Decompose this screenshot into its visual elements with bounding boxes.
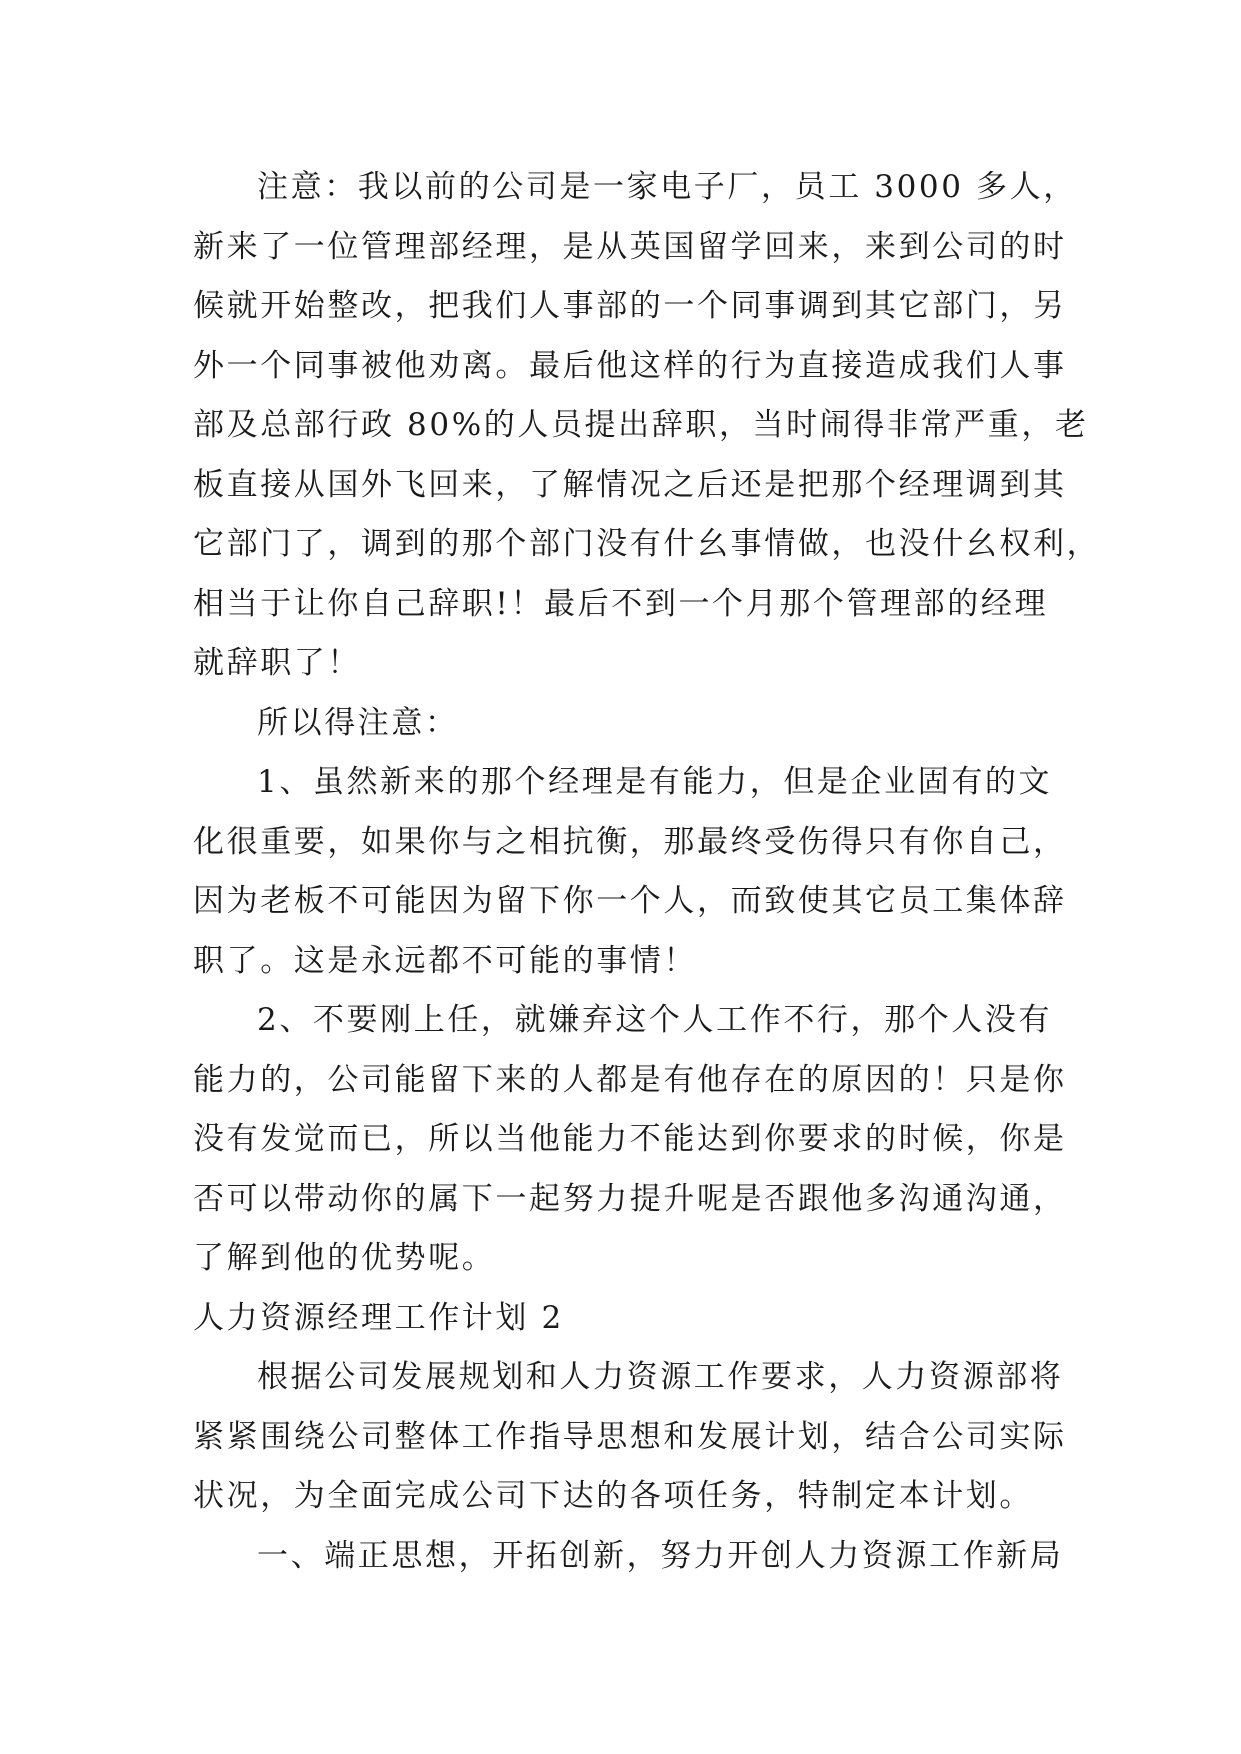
paragraph-line: 根据公司发展规划和人力资源工作要求，人力资源部将 bbox=[257, 1359, 1064, 1395]
document-body bbox=[193, 158, 1101, 1586]
paragraph-line: 它部门了，调到的那个部门没有什幺事情做，也没什幺权利， bbox=[193, 526, 1101, 562]
list-item-line: 能力的，公司能留下来的人都是有他存在的原因的！只是你 bbox=[193, 1061, 1067, 1098]
paragraph-line: 相当于让你自己辞职!！最后不到一个月那个管理部的经理 bbox=[193, 585, 1049, 622]
list-item-line: 否可以带动你的属下一起努力提升呢是否跟他多沟通沟通， bbox=[193, 1180, 1067, 1217]
list-item-line: 因为老板不可能因为留下你一个人，而致使其它员工集体辞 bbox=[193, 883, 1067, 919]
list-item-line: 没有发觉而已，所以当他能力不能达到你要求的时候，你是 bbox=[193, 1121, 1067, 1157]
paragraph-line: 就辞职了！ bbox=[193, 645, 361, 681]
list-item-line: 职了。这是永远都不可能的事情！ bbox=[193, 942, 697, 979]
list-item-line: 了解到他的优势呢。 bbox=[193, 1240, 496, 1276]
paragraph-line: 外一个同事被他劝离。最后他这样的行为直接造成我们人事 bbox=[193, 347, 1067, 384]
paragraph-line: 部及总部行政 80%的人员提出辞职，当时闹得非常严重，老 bbox=[193, 407, 1089, 443]
paragraph-line: 候就开始整改，把我们人事部的一个同事调到其它部门，另 bbox=[193, 288, 1067, 324]
paragraph-line: 一、端正思想，开拓创新，努力开创人力资源工作新局 bbox=[257, 1537, 1064, 1574]
paragraph-line: 板直接从国外飞回来，了解情况之后还是把那个经理调到其 bbox=[193, 466, 1067, 503]
paragraph-line: 紧紧围绕公司整体工作指导思想和发展计划，结合公司实际 bbox=[193, 1418, 1067, 1455]
list-item-line: 1、虽然新来的那个经理是有能力，但是企业固有的文 bbox=[257, 764, 1053, 800]
paragraph-line: 新来了一位管理部经理，是从英国留学回来，来到公司的时 bbox=[193, 228, 1067, 265]
paragraph-line: 所以得注意： bbox=[257, 704, 459, 741]
paragraph-line: 状况，为全面完成公司下达的各项任务，特制定本计划。 bbox=[193, 1478, 1033, 1514]
paragraph-line: 注意：我以前的公司是一家电子厂，员工 3000 多人， bbox=[257, 169, 1077, 205]
section-heading: 人力资源经理工作计划 2 bbox=[193, 1299, 564, 1336]
list-item-line: 化很重要，如果你与之相抗衡，那最终受伤得只有你自己， bbox=[193, 823, 1067, 860]
list-item-line: 2、不要刚上任，就嫌弃这个人工作不行，那个人没有 bbox=[257, 1002, 1053, 1038]
